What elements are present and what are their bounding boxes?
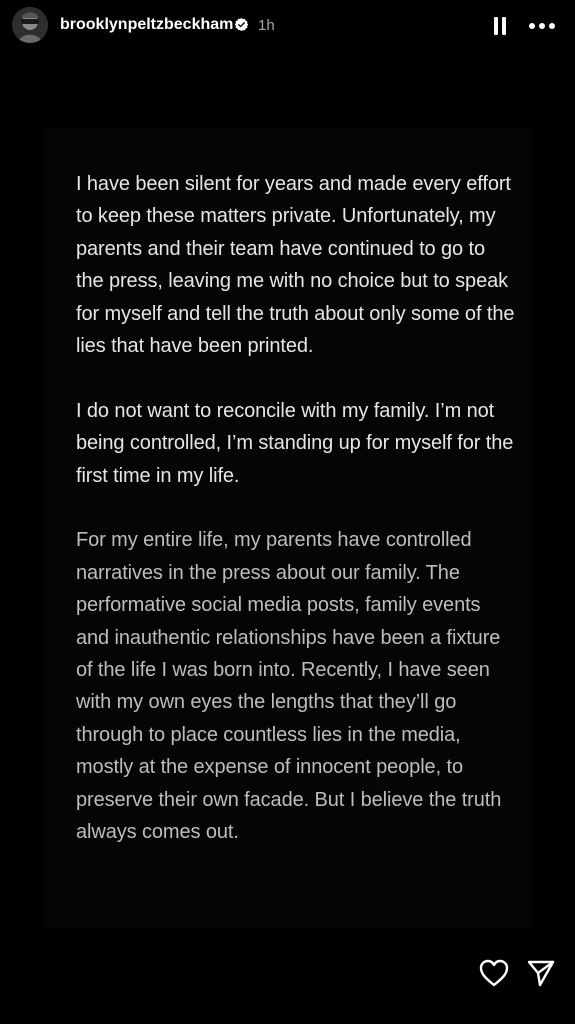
story-timestamp: 1h	[258, 17, 275, 34]
send-icon[interactable]	[525, 958, 557, 988]
avatar[interactable]	[12, 7, 48, 43]
story-paragraph: I do not want to reconcile with my family. I’m not being controlled, I’m standing up for myself for the first time in my life.	[76, 399, 514, 487]
story-paragraph: I have been silent for years and made every effort to keep these matters private. Unfortunately, my parents and their team have continued to go to the press, leaving me with no choice but to speak for myself and tell the truth about only some of the lies that have been printed.	[76, 173, 515, 358]
more-options-icon[interactable]	[527, 14, 557, 38]
verified-badge-icon	[234, 17, 249, 32]
heart-icon[interactable]	[478, 958, 510, 988]
story-header	[0, 0, 575, 52]
username[interactable]: brooklynpeltzbeckham	[60, 16, 234, 33]
story-paragraph: For my entire life, my parents have controlled narratives in the press about our family. The performative social media posts, family events and inauthentic relationships have been a fixture of the life I was born into. Recently, I have seen with my own eyes the lengths that they’ll go through to place countless lies in the media, mostly at the expense of innocent people, to preserve their own facade. But I believe the truth always comes out.	[76, 529, 502, 844]
pause-icon[interactable]	[488, 14, 512, 38]
story-statement-text	[76, 168, 516, 849]
